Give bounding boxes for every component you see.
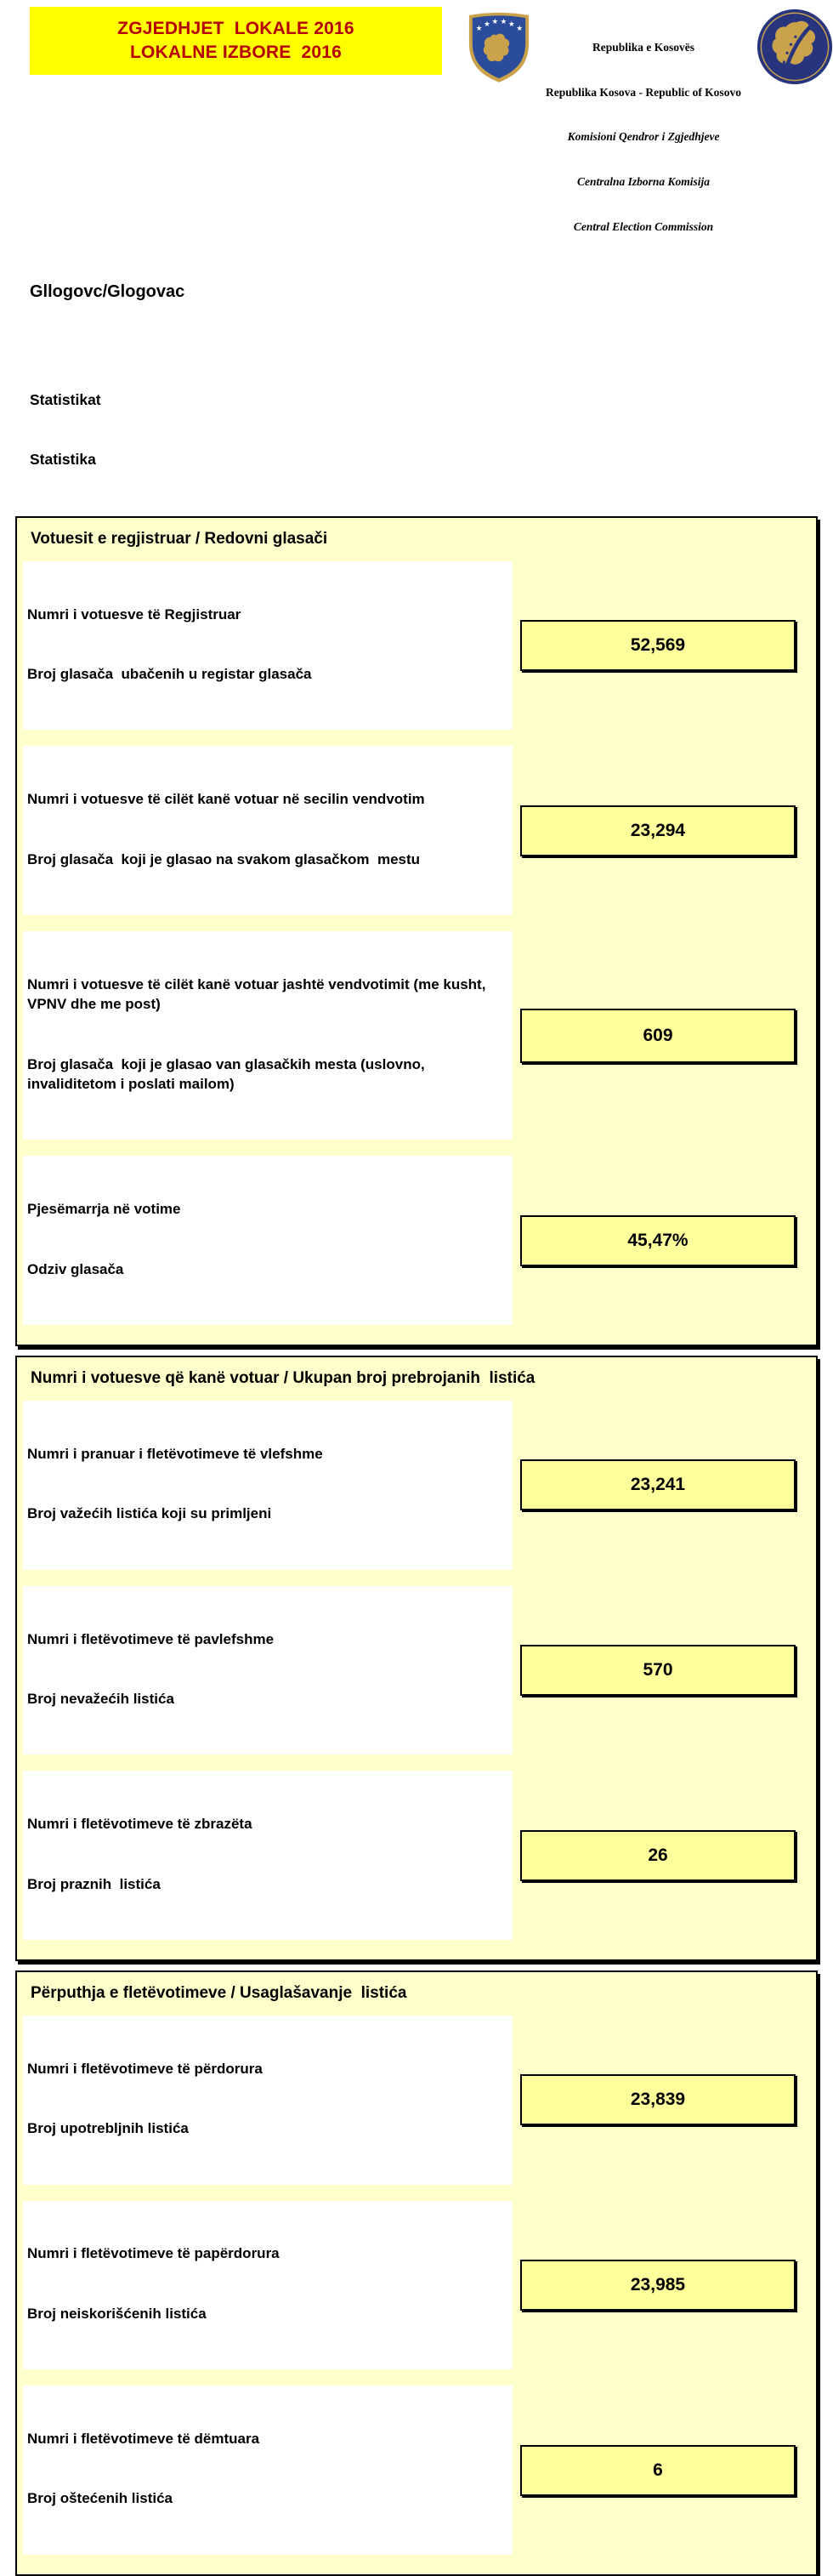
stat-value: 23,294: [520, 805, 796, 856]
stat-label-sq: Numri i fletëvotimeve të përdorura: [27, 2060, 263, 2077]
org-line-commission-sr: Centralna Izborna Komisija: [576, 175, 711, 189]
election-title-banner: [30, 7, 442, 75]
stat-value: 609: [520, 1009, 796, 1063]
stat-label-sr: Broj oštećenih listića: [27, 2490, 173, 2507]
stat-value: 23,241: [520, 1459, 796, 1510]
section-registered-voters: [15, 516, 818, 1346]
stat-value: 52,569: [520, 620, 796, 671]
stats-heading-sq: Statistikat: [30, 390, 101, 408]
stat-label-sr: Broj glasača koji je glasao na svakom glasačkom mestu: [27, 850, 421, 867]
section-ballots-counted: [15, 1356, 818, 1961]
section-ballot-reconciliation: [15, 1970, 818, 2576]
svg-text:★: ★: [516, 23, 524, 32]
section-title: Përputhja e fletëvotimeve / Usaglašavanje listića: [31, 1983, 407, 2002]
stat-label-sr: Broj neiskorišćenih listića: [27, 2305, 207, 2322]
stat-value: 23,839: [520, 2074, 796, 2125]
kosovo-coat-of-arms-icon: [466, 7, 532, 87]
stat-value: 6: [520, 2445, 796, 2496]
stat-row-unused-ballots: [23, 2201, 796, 2370]
stats-heading-sr: Statistika: [30, 451, 96, 469]
stat-value: 23,985: [520, 2260, 796, 2311]
stat-label: [23, 931, 513, 1140]
org-line-republika-sr-en: Republika Kosova - Republic of Kosovo: [546, 85, 741, 99]
stat-label: [23, 561, 513, 731]
org-line-commission-sq: Komisioni Qendror i Zgjedhjeve: [567, 130, 720, 144]
stat-value: 26: [520, 1830, 796, 1881]
org-line-republika-sq: Republika e Kosovës: [592, 41, 695, 54]
stat-label-sr: Broj glasača koji je glasao van glasačkih mesta (uslovno, invaliditetom i poslati mailom): [27, 1055, 429, 1093]
stat-label-sq: Numri i votuesve të Regjistruar: [27, 606, 241, 623]
stat-row-registered: [23, 561, 796, 731]
election-title-line1: ZGJEDHJET LOKALE 2016: [117, 19, 354, 39]
stat-label-sr: Broj nevažećih listića: [27, 1690, 174, 1707]
stat-row-voted-outside-station: [23, 931, 796, 1140]
stat-row-damaged-ballots: [23, 2386, 796, 2555]
stat-row-blank-ballots: [23, 1771, 796, 1940]
stat-label-sq: Numri i fletëvotimeve të dëmtuara: [27, 2431, 260, 2448]
svg-text:★: ★: [507, 20, 515, 29]
stat-label-sr: Broj upotrebljnih listića: [27, 2120, 189, 2137]
municipality-title: Gllogovc/Glogovac: [30, 282, 185, 302]
stat-label-sr: Broj glasača ubačenih u registar glasača: [27, 665, 312, 682]
stat-value: 570: [520, 1645, 796, 1696]
stat-label: [23, 1401, 513, 1570]
stat-label-sq: Numri i fletëvotimeve të zbrazëta: [27, 1816, 252, 1833]
org-name-block: [532, 10, 755, 264]
stat-row-valid-ballots: [23, 1401, 796, 1570]
stat-label-sq: Numri i votuesve të cilët kanë votuar jashtë vendvotimit (me kusht, VPNV dhe me post): [27, 975, 490, 1013]
stat-value: 45,47%: [520, 1215, 796, 1266]
stat-row-invalid-ballots: [23, 1586, 796, 1755]
stat-label-sq: Numri i votuesve të cilët kanë votuar në secilin vendvotim: [27, 791, 425, 808]
stat-label: [23, 2386, 513, 2555]
svg-text:★: ★: [500, 17, 507, 26]
stat-label: [23, 2016, 513, 2185]
section-title: Numri i votuesve që kanë votuar / Ukupan broj prebrojanih listića: [31, 1369, 536, 1388]
stat-label-sq: Numri i fletëvotimeve të papërdorura: [27, 2245, 280, 2262]
stat-label: [23, 746, 513, 915]
stat-label-sr: Broj praznih listića: [27, 1875, 161, 1892]
stat-label-sq: Pjesëmarrja në votime: [27, 1201, 181, 1218]
stat-label-sq: Numri i pranuar i fletëvotimeve të vlefshme: [27, 1445, 323, 1462]
statistics-sections: [15, 516, 818, 2576]
org-line-commission-en: Central Election Commission: [573, 219, 714, 233]
stat-label-sq: Numri i fletëvotimeve të pavlefshme: [27, 1630, 275, 1647]
stat-label-sr: Broj važećih listića koji su primljeni: [27, 1505, 272, 1522]
stat-label: [23, 1586, 513, 1755]
org-cluster: [466, 7, 833, 264]
svg-text:★: ★: [484, 20, 490, 29]
election-title-line2: LOKALNE IZBORE 2016: [129, 43, 343, 62]
svg-text:★: ★: [475, 23, 483, 32]
stat-row-used-ballots: [23, 2016, 796, 2185]
page-header: [0, 0, 833, 264]
stat-row-voted-in-station: [23, 746, 796, 915]
stat-label-sr: Odziv glasača: [27, 1260, 124, 1277]
stat-label: [23, 2201, 513, 2370]
stats-heading: [30, 350, 833, 490]
section-title: Votuesit e regjistruar / Redovni glasači: [31, 529, 328, 548]
svg-text:★: ★: [491, 17, 499, 26]
cec-logo-icon: [756, 9, 833, 85]
stat-label: [23, 1771, 513, 1940]
stat-label: [23, 1156, 513, 1325]
stat-row-turnout: [23, 1156, 796, 1325]
